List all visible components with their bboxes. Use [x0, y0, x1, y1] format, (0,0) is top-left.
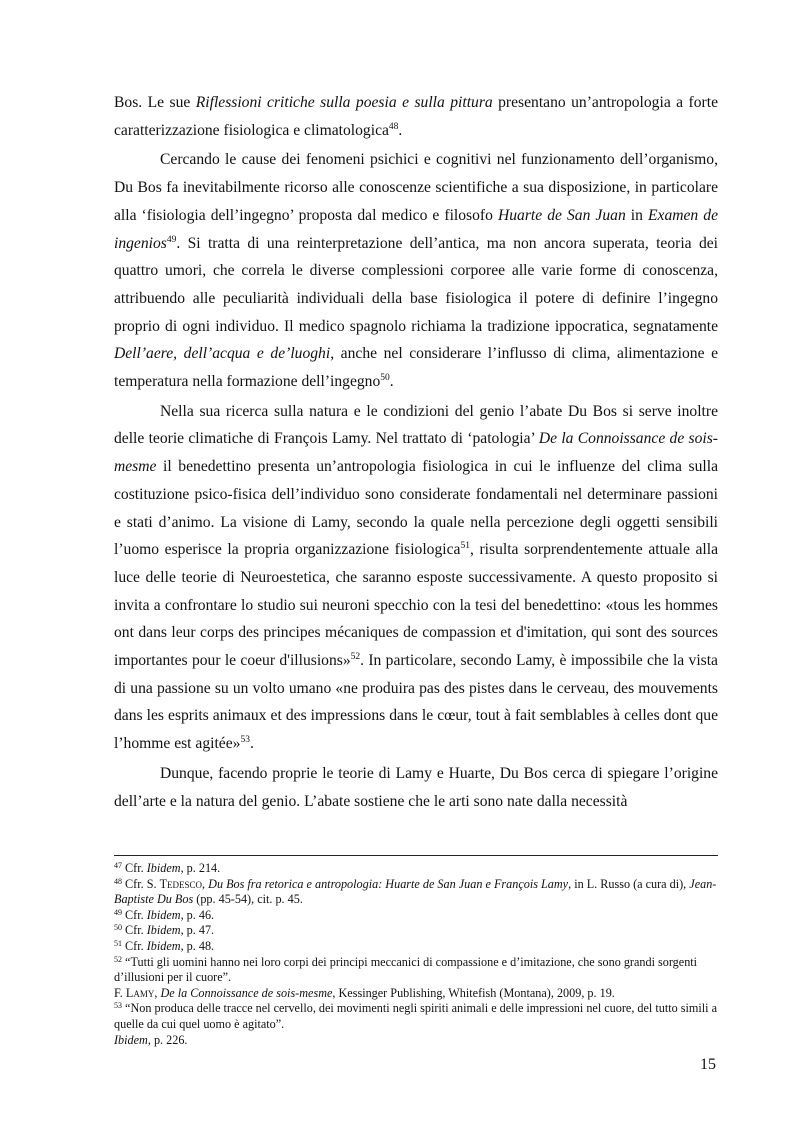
work-title: Riflessioni critiche sulla poesia e sulla pittura — [195, 94, 493, 111]
page-number: 15 — [700, 1056, 716, 1073]
text-run: , risulta sorprendentemente attuale alla luce delle teorie di Neuroestetica, che saranno esposte successivamente. A questo proposito si invita a confrontare lo studio sui neuroni specchio con la tesi del benedettino: «tous les hommes ont dans leur corps des principes mécaniques de compassion et d'imitation, qui sont des sources importantes pour le coeur d'illusions» — [114, 541, 719, 670]
text-run: , p. 47. — [180, 923, 215, 938]
text-run: , p. 214. — [180, 861, 221, 875]
work-title: Examen de ingenios — [114, 206, 718, 252]
footnote-ref-51[interactable]: 51 — [460, 541, 470, 552]
text-run: il benedettino presenta un’antropologia fisiologica in cui le influenze del clima sulla costituzione psico-fisica dell’individuo sono considerate fondamentali nel determinare passioni e stati d’animo. La visione di Lamy, secondo la quale nella percezione degli oggetti sensibili l’uomo esperisce la propria organizzazione fisiologica — [114, 458, 718, 559]
text-run: , Kessinger Publishing, Whitefish (Montana), 2009, p. 19. — [332, 985, 615, 1000]
text-run: Cfr. — [122, 861, 147, 875]
text-run-italic: Ibidem — [146, 861, 181, 875]
text-run: Cfr. S. — [122, 876, 160, 891]
footnote-quote: “Non produca delle tracce nel cervello, dei movimenti negli spiriti animali e delle impressioni nel cuore, del tutto simili a quelle da cui quel uomo è agitato”. — [114, 1001, 717, 1031]
text-run: Dunque, facendo proprie le teorie di Lamy e Huarte, Du Bos cerca di spiegare l’origine dell’arte e la natura del genio. L’abate sostiene che le arti sono nate dalla necessità — [114, 764, 718, 810]
footnote-number: 50 — [114, 923, 122, 933]
text-run: (pp. 45-54), cit. p. 45. — [193, 892, 303, 907]
paragraph-4 — [114, 760, 718, 815]
text-run: Nella sua ricerca sulla natura e le condizioni del genio l’abate Du Bos si serve inoltre delle teorie climatiche di François Lamy. Nel trattato di ‘patologia’ — [114, 402, 718, 448]
paragraph-2 — [114, 146, 718, 395]
text-run-italic: Ibidem — [114, 1032, 148, 1047]
text-run: Cfr. — [122, 938, 147, 953]
text-run: , — [202, 876, 209, 891]
author-name: Tedesco — [159, 876, 203, 891]
text-run: Cercando le cause dei fenomeni psichici e cognitivi nel funzionamento dell’organismo, Du Bos fa inevitabilmente ricorso alle conoscenze scientifiche a sua disposizione, in particolare alla ‘fisiologia dell’ingegno’ proposta dal medico e filosofo — [114, 151, 718, 224]
footnote-number: 52 — [114, 954, 122, 964]
footnote-49 — [114, 908, 718, 924]
body-text — [114, 89, 718, 815]
footnote-number: 51 — [114, 938, 122, 948]
work-title: Dell’aere, dell’acqua e de’luoghi — [114, 345, 331, 363]
footnote-number: 47 — [114, 861, 122, 870]
work-title: Du Bos fra retorica e antropologia: Huarte de San Juan e François Lamy — [208, 876, 569, 891]
text-run: . — [249, 735, 254, 753]
paragraph-3 — [114, 398, 718, 758]
text-run: Bos. Le sue — [114, 94, 196, 111]
footnote-quote: “Tutti gli uomini hanno nei loro corpi dei principi meccanici di compassione e d’imitazione, che sono grandi sorgenti d’illusioni per il cuore”. — [114, 954, 698, 985]
text-run: , p. 48. — [180, 938, 215, 953]
footnote-53 — [114, 1001, 718, 1032]
text-run: F. — [114, 985, 126, 1000]
footnote-48 — [114, 877, 718, 908]
footnote-47 — [114, 861, 718, 877]
paragraph-1 — [114, 89, 718, 144]
work-title: De la Connoissance de sois-mesme — [160, 985, 333, 1000]
footnote-ref-50[interactable]: 50 — [380, 373, 390, 384]
footnote-number: 48 — [114, 876, 122, 886]
text-run: . In particolare, secondo Lamy, è impossibile che la vista di una passione su un volto umano «ne produira pas des pistes dans le cerveau, des mouvements dans les esprits animaux et des impressions dans le cœur, tout à fait semblables à celles dont que l’homme est agitée» — [114, 652, 718, 753]
footnote-51 — [114, 939, 718, 955]
footnote-53-reference — [114, 1033, 718, 1049]
text-run: presentano un’antropologia a forte caratterizzazione fisiologica e climatologica — [114, 94, 718, 139]
text-run: . — [389, 373, 394, 391]
footnote-number: 49 — [114, 907, 122, 917]
text-run: in — [625, 206, 648, 224]
text-run: . Si tratta di una reinterpretazione dell’antica, ma non ancora superata, teoria dei quattro umori, che correla le diverse complessioni corporee alle varie forme di conoscenza, attribuendo alle peculiarità individuali della base fisiologica il potere di definire l’ingegno proprio di ogni individuo. Il medico spagnolo richiama la tradizione ippocratica, segnatamente — [114, 234, 718, 335]
footnote-ref-48[interactable]: 48 — [388, 121, 399, 132]
work-title: Jean-Baptiste Du Bos — [114, 876, 717, 907]
text-run: , p. 46. — [180, 907, 215, 922]
author-name: Huarte de San Juan — [497, 206, 626, 224]
text-run-italic: Ibidem — [146, 938, 181, 953]
text-run: Cfr. — [122, 907, 147, 922]
footnote-ref-53[interactable]: 53 — [240, 735, 250, 746]
text-run: , in L. Russo (a cura di), — [568, 876, 690, 891]
text-run: , — [154, 985, 161, 1000]
text-run-italic: Ibidem — [146, 907, 181, 922]
footnote-ref-49[interactable]: 49 — [166, 234, 177, 245]
footnote-number: 53 — [114, 1001, 122, 1011]
text-run-italic: Ibidem — [146, 923, 181, 938]
work-title: De la Connoissance de sois-mesme — [114, 430, 719, 476]
author-name: Lamy — [125, 985, 155, 1000]
footnote-ref-52[interactable]: 52 — [350, 652, 361, 663]
text-run: , anche nel considerare l’influsso di clima, alimentazione e temperatura nella formazione dell’ingegno — [114, 345, 719, 391]
footnote-52-reference — [114, 986, 718, 1002]
text-run: . — [398, 121, 403, 139]
text-run: Cfr. — [122, 923, 147, 938]
footnote-52 — [114, 955, 718, 986]
footnotes — [114, 861, 718, 1048]
footnote-50 — [114, 923, 718, 939]
footnote-separator — [114, 855, 718, 856]
text-run: , p. 226. — [147, 1032, 188, 1047]
